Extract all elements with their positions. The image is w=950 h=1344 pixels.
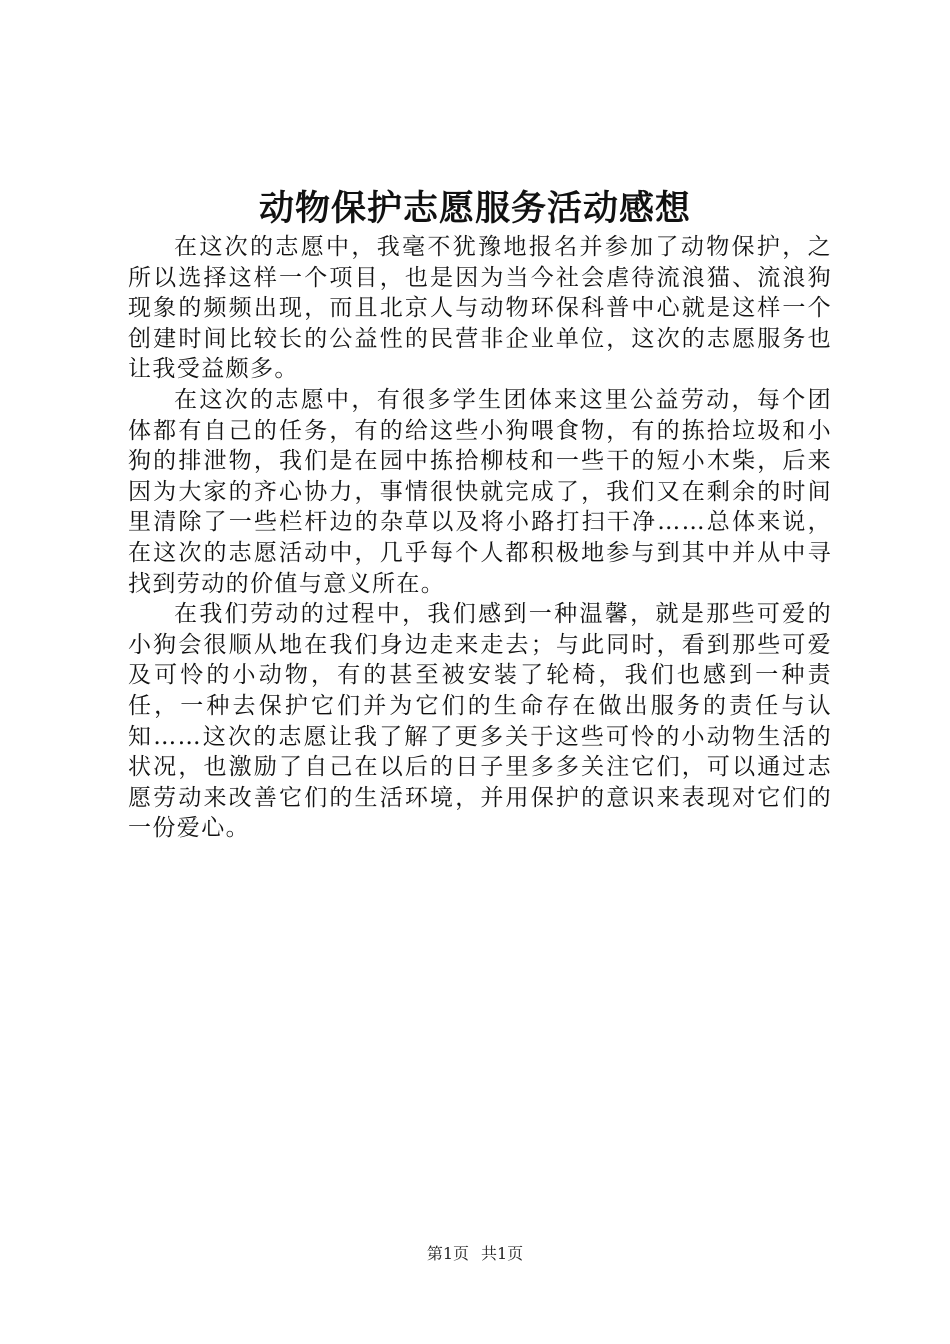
paragraph-1: 在这次的志愿中，我毫不犹豫地报名并参加了动物保护，之所以选择这样一个项目，也是因为当今社会虐待流浪猫、流浪狗现象的频频出现，而且北京人与动物环保科普中心就是这样一个创建时间比较长的公益性的民营非企业单位，这次的志愿服务也让我受益颇多。 (128, 234, 832, 383)
page-footer (0, 1243, 950, 1265)
paragraph-3: 在我们劳动的过程中，我们感到一种温馨，就是那些可爱的小狗会很顺从地在我们身边走来走去；与此同时，看到那些可爱及可怜的小动物，有的甚至被安装了轮椅，我们也感到一种责任，一种去保护它们并为它们的生命存在做出服务的责任与认知……这次的志愿让我了解了更多关于这些可怜的小动物生活的状况，也激励了自己在以后的日子里多多关注它们，可以通过志愿劳动来改善它们的生活环境，并用保护的意识来表现对它们的一份爱心。 (128, 601, 832, 842)
page-number: 第1页 (426, 1244, 469, 1263)
page-total: 共1页 (481, 1244, 524, 1263)
document-title: 动物保护志愿服务活动感想 (258, 188, 691, 229)
document-body (128, 232, 832, 844)
paragraph-2: 在这次的志愿中，有很多学生团体来这里公益劳动，每个团体都有自己的任务，有的给这些小狗喂食物，有的拣拾垃圾和小狗的排泄物，我们是在园中拣拾柳枝和一些干的短小木柴，后来因为大家的齐心协力，事情很快就完成了，我们又在剩余的时间里清除了一些栏杆边的杂草以及将小路打扫干净……总体来说，在这次的志愿活动中，几乎每个人都积极地参与到其中并从中寻找到劳动的价值与意义所在。 (128, 386, 832, 597)
